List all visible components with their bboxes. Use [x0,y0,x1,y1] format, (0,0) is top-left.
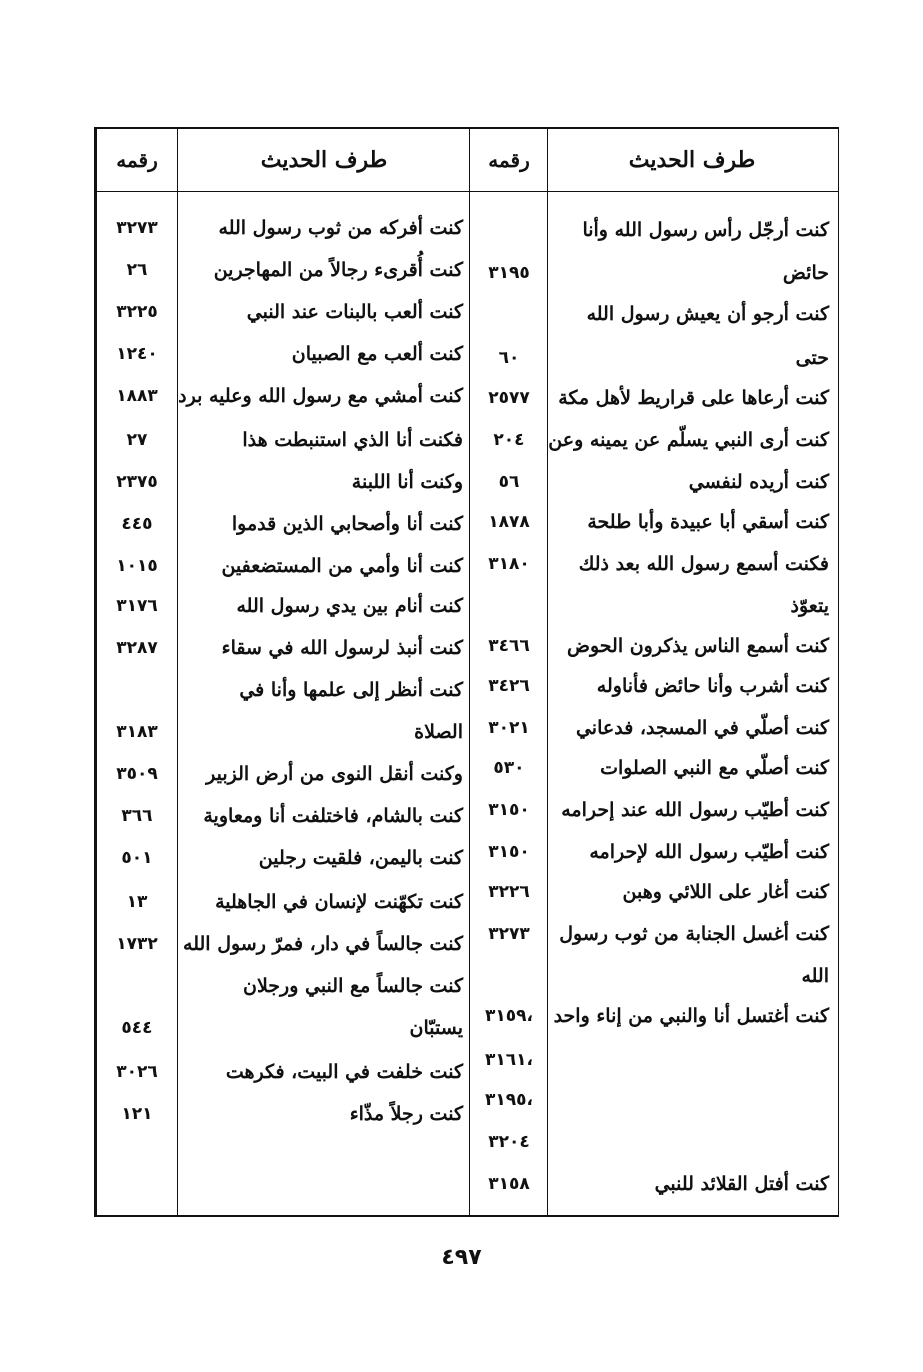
hadith-number: ٥٤٤ [121,1018,153,1038]
hadith-number: ٣١٨٠ [488,554,530,574]
header-hadith-left: طرف الحديث [260,147,388,173]
hadith-number: ٦٠ [498,348,520,368]
hadith-number: ٣٠٢٦ [116,1062,158,1082]
hadith-text: كنت أفركه من ثوب رسول الله [218,217,463,239]
hadith-number: ٣١٥٠ [488,842,530,862]
hadith-text: كنت أنا وأصحابي الذين قدموا [231,513,463,535]
hadith-text: كنت خلفت في البيت، فكرهت [225,1061,463,1083]
hadith-number [97,675,177,705]
hadith-number: ٣٦٦ [121,806,153,826]
hadith-number: ٣٤٢٦ [488,676,530,696]
hadith-text: كنت أرجّل رأس رسول الله وأنا [582,219,829,241]
header-number-left: رقمه [116,148,158,172]
hadith-number: ٢٦ [126,260,148,280]
hadith-number: ٣٠٢١ [488,718,530,738]
hadith-text: كنت أسقي أبا عبيدة وأبا طلحة [587,511,829,533]
hadith-number: ١٢١ [121,1104,153,1124]
hadith-text: كنت جالساً مع النبي ورجلان [242,975,463,997]
hadith-text: الله [801,965,829,987]
hadith-text: كنت باليمن، فلقيت رجلين [258,847,463,869]
hadith-number: ،٣١٩٥ [485,1090,533,1110]
hadith-text: كنت أغتسل أنا والنبي من إناء واحد [553,1005,829,1027]
hadith-text: كنت ألعب مع الصبيان [291,343,463,365]
hadith-text: كنت أرجو أن يعيش رسول الله [586,303,829,325]
hadith-number: ٢٧ [126,430,148,450]
hadith-text [549,1085,829,1115]
hadith-number: ٣٢٨٧ [116,638,158,658]
hadith-number: ٣٢٧٣ [488,924,530,944]
hadith-text [549,1127,829,1157]
hadith-number: ١٨٨٣ [116,386,158,406]
header-divider [97,191,838,192]
hadith-number [471,299,547,329]
hadith-text: كنت رجلاً مذّاء [349,1103,463,1125]
hadith-text: حائض [782,262,829,284]
hadith-text: كنت أرى النبي يسلّم عن يمينه وعن [548,429,829,451]
hadith-number: ٣١٥٠ [488,800,530,820]
hadith-text: كنت أغسل الجنابة من ثوب رسول [559,923,829,945]
hadith-text: كنت أطيّب رسول الله لإحرامه [589,841,829,863]
hadith-text: الصلاة [414,721,463,743]
column-divider [469,129,470,1215]
hadith-number: ٣١٧٦ [116,596,158,616]
hadith-text [549,1045,829,1075]
hadith-number: ١٢٤٠ [116,344,158,364]
hadith-number: ٥٣٠ [493,758,525,778]
hadith-number: ٥٠١ [121,848,153,868]
hadith-text: كنت أفتل القلائد للنبي [654,1173,829,1195]
hadith-text: كنت أنام بين يدي رسول الله [236,595,463,617]
hadith-number: ٢٠٤ [493,430,525,450]
hadith-number: ٣٢٢٥ [116,302,158,322]
hadith-text: كنت أسمع الناس يذكرون الحوض [566,635,829,657]
hadith-text: وكنت أنقل النوى من أرض الزبير [206,763,463,785]
hadith-text: كنت تكهّنت لإنسان في الجاهلية [215,891,463,913]
hadith-number: ٣٢٧٣ [116,218,158,238]
hadith-number: ٣١٥٨ [488,1174,530,1194]
hadith-number: ٢٣٧٥ [116,472,158,492]
hadith-text: كنت أغار على اللائي وهبن [622,881,829,903]
hadith-text: يتعوّذ [790,595,829,617]
hadith-number [471,591,547,621]
hadith-number: ١٧٣٢ [116,934,158,954]
hadith-number: ٣٢٢٦ [488,882,530,902]
hadith-text: كنت أُقرىء رجالاً من المهاجرين [213,259,463,281]
hadith-number [471,215,547,245]
header-hadith-right: طرف الحديث [628,147,756,173]
page-number: ٤٩٧ [441,1245,482,1270]
column-divider [177,129,178,1215]
hadith-text: كنت أصلّي مع النبي الصلوات [600,757,829,779]
hadith-number: ٣١٨٣ [116,722,158,742]
hadith-text: فكنت أسمع رسول الله بعد ذلك [578,553,829,575]
hadith-text: كنت أرعاها على قراريط لأهل مكة [558,387,829,409]
hadith-number: ٣٤٦٦ [488,636,530,656]
hadith-number: ١٣ [126,892,148,912]
hadith-text: كنت أمشي مع رسول الله وعليه برد [178,385,463,407]
hadith-number: ٢٥٧٧ [488,388,530,408]
column-divider [547,129,548,1215]
hadith-number: ٥٦ [498,472,520,492]
hadith-text: كنت أشرب وأنا حائض فأناوله [596,675,829,697]
hadith-text: كنت أصلّي في المسجد، فدعاني [575,717,829,739]
hadith-text: فكنت أنا الذي استنبطت هذا [242,429,463,451]
hadith-text: يستبّان [409,1017,463,1039]
hadith-number: ،٣١٦١ [485,1050,533,1070]
hadith-number [97,971,177,1001]
hadith-text: وكنت أنا اللبنة [351,471,463,493]
hadith-text: كنت أنبذ لرسول الله في سقاء [221,637,463,659]
hadith-number: ٣٢٠٤ [488,1132,530,1152]
hadith-text: كنت أنا وأمي من المستضعفين [221,555,463,577]
hadith-number [471,961,547,991]
hadith-text: كنت ألعب بالبنات عند النبي [246,301,463,323]
hadith-text: كنت أنظر إلى علمها وأنا في [239,679,463,701]
hadith-number: ٣٥٠٩ [116,764,158,784]
hadith-text: كنت جالساً في دار، فمرّ رسول الله [183,933,463,955]
hadith-text: كنت بالشام، فاختلفت أنا ومعاوية [203,805,463,827]
header-number-right: رقمه [488,148,530,172]
hadith-number: ٣١٩٥ [488,263,530,283]
hadith-number: ١٠١٥ [116,556,158,576]
hadith-index-table [94,127,839,1217]
hadith-number: ٤٤٥ [121,514,153,534]
hadith-text: كنت أطيّب رسول الله عند إحرامه [561,799,829,821]
hadith-number: ١٨٧٨ [488,512,530,532]
hadith-number: ،٣١٥٩ [485,1006,533,1026]
hadith-text: كنت أريده لنفسي [688,471,829,493]
hadith-text: حتى [795,347,829,369]
